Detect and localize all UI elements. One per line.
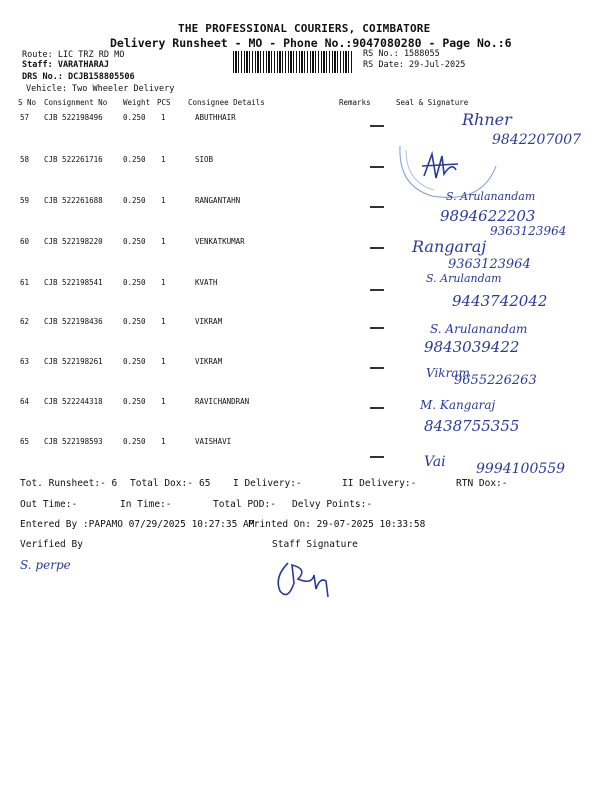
row-weight: 0.250 xyxy=(123,278,146,287)
in-time: In Time:- xyxy=(120,499,172,510)
row-consignment: CJB 522198261 xyxy=(44,357,103,366)
rs-no: RS No.: 1588055 xyxy=(363,49,440,59)
row-sno: 62 xyxy=(20,317,30,326)
verified-by-label: Verified By xyxy=(20,539,83,550)
handwritten-name: Rangaraj xyxy=(412,237,487,256)
row-weight: 0.250 xyxy=(123,357,146,366)
handwritten-phone: 9842207007 xyxy=(492,132,582,148)
row-consignment: CJB 522244318 xyxy=(44,397,103,406)
row-pcs: 1 xyxy=(161,278,166,287)
handwritten-phone: 9363123964 xyxy=(490,224,567,238)
col-sno: S No xyxy=(18,98,37,107)
handwritten-name: Vikram xyxy=(426,366,470,380)
row-weight: 0.250 xyxy=(123,437,146,446)
row-pcs: 1 xyxy=(161,196,166,205)
row-consignment: CJB 522198220 xyxy=(44,237,103,246)
ii-delivery: II Delivery:- xyxy=(342,478,417,489)
handwritten-phone: 9894622203 xyxy=(440,207,536,225)
row-pcs: 1 xyxy=(161,155,166,164)
row-consignee: VIKRAM xyxy=(195,357,223,366)
remark-dash xyxy=(370,327,384,329)
col-consignee: Consignee Details xyxy=(188,98,265,107)
row-pcs: 1 xyxy=(161,357,166,366)
col-weight: Weight xyxy=(123,98,151,107)
row-consignee: VAISHAVI xyxy=(195,437,232,446)
row-sno: 58 xyxy=(20,155,30,164)
handwritten-name: Vai xyxy=(424,454,446,470)
row-consignee: SIOB xyxy=(195,155,214,164)
row-consignment: CJB 522198593 xyxy=(44,437,103,446)
drs-label: DRS No.: DCJB158805506 xyxy=(22,72,135,82)
vehicle-label: Vehicle: Two Wheeler Delivery xyxy=(26,84,175,94)
handwritten-name: S. Arulanandam xyxy=(446,190,536,203)
remark-dash xyxy=(370,367,384,369)
row-weight: 0.250 xyxy=(123,196,146,205)
row-sno: 61 xyxy=(20,278,30,287)
remark-dash xyxy=(370,125,384,127)
rs-date: RS Date: 29-Jul-2025 xyxy=(363,60,466,70)
remark-dash xyxy=(370,456,384,458)
row-consignee: VIKRAM xyxy=(195,317,223,326)
row-pcs: 1 xyxy=(161,437,166,446)
total-pod: Total POD:- xyxy=(213,499,276,510)
handwritten-phone: 9843039422 xyxy=(424,338,520,356)
handwritten-name: M. Kangaraj xyxy=(420,398,496,412)
delvy-points: Delvy Points:- xyxy=(292,499,373,510)
row-consignee: ABUTHHAIR xyxy=(195,113,236,122)
staff-signature-label: Staff Signature xyxy=(272,539,358,550)
entered-by: Entered By :PAPAMO 07/29/2025 10:27:35 AM xyxy=(20,519,255,530)
col-seal-signature: Seal & Signature xyxy=(396,98,469,107)
handwritten-phone: 9443742042 xyxy=(452,292,548,310)
row-weight: 0.250 xyxy=(123,113,146,122)
handwritten-name: S. Arulandam xyxy=(426,272,502,285)
total-dox-count: 65 xyxy=(199,478,211,489)
handwritten-name: S. Arulanandam xyxy=(430,322,528,336)
row-pcs: 1 xyxy=(161,237,166,246)
row-weight: 0.250 xyxy=(123,237,146,246)
remark-dash xyxy=(370,206,384,208)
row-consignee: RANGANTAHN xyxy=(195,196,241,205)
company-title: THE PROFESSIONAL COURIERS, COIMBATORE xyxy=(178,22,431,35)
row-sno: 65 xyxy=(20,437,30,446)
tot-runsheet: Tot. Runsheet:- 6 xyxy=(20,478,118,489)
handwritten-phone: 9363123964 xyxy=(448,257,531,272)
col-remarks: Remarks xyxy=(339,98,371,107)
handwritten-phone: 9994100559 xyxy=(476,461,566,477)
row-sno: 60 xyxy=(20,237,30,246)
row-consignee: RAVICHANDRAN xyxy=(195,397,250,406)
i-delivery: I Delivery:- xyxy=(233,478,302,489)
row-pcs: 1 xyxy=(161,113,166,122)
remark-dash xyxy=(370,407,384,409)
row-consignment: CJB 522261688 xyxy=(44,196,103,205)
staff-label: Staff: VARATHARAJ xyxy=(22,60,109,70)
remark-dash xyxy=(370,166,384,168)
route-label: Route: LIC TRZ RD MO xyxy=(22,50,125,60)
row-consignee: KVATH xyxy=(195,278,218,287)
signature-siob xyxy=(418,148,462,184)
verified-signature: S. perpe xyxy=(20,558,71,572)
row-sno: 63 xyxy=(20,357,30,366)
row-consignment: CJB 522198541 xyxy=(44,278,103,287)
handwritten-phone: 8438755355 xyxy=(424,417,520,435)
total-dox-label: Total Dox:- xyxy=(130,478,193,489)
row-sno: 57 xyxy=(20,113,30,122)
barcode xyxy=(233,51,353,73)
col-consignment: Consignment No xyxy=(44,98,108,107)
row-weight: 0.250 xyxy=(123,155,146,164)
staff-signature xyxy=(268,555,338,605)
row-weight: 0.250 xyxy=(123,317,146,326)
row-sno: 64 xyxy=(20,397,30,406)
row-weight: 0.250 xyxy=(123,397,146,406)
out-time: Out Time:- xyxy=(20,499,78,510)
remark-dash xyxy=(370,247,384,249)
row-pcs: 1 xyxy=(161,317,166,326)
row-pcs: 1 xyxy=(161,397,166,406)
runsheet-subtitle: Delivery Runsheet - MO - Phone No.:9047080280 - Page No.:6 xyxy=(110,36,512,50)
row-consignment: CJB 522198436 xyxy=(44,317,103,326)
remark-dash xyxy=(370,289,384,291)
handwritten-phone: 9655226263 xyxy=(454,373,537,388)
row-sno: 59 xyxy=(20,196,30,205)
handwritten-name: Rhner xyxy=(462,110,512,129)
row-consignment: CJB 522198496 xyxy=(44,113,103,122)
row-consignee: VENKATKUMAR xyxy=(195,237,245,246)
col-pcs: PCS xyxy=(157,98,171,107)
printed-on: Printed On: 29-07-2025 10:33:58 xyxy=(248,519,426,530)
row-consignment: CJB 522261716 xyxy=(44,155,103,164)
rtn-dox: RTN Dox:- xyxy=(456,478,508,489)
